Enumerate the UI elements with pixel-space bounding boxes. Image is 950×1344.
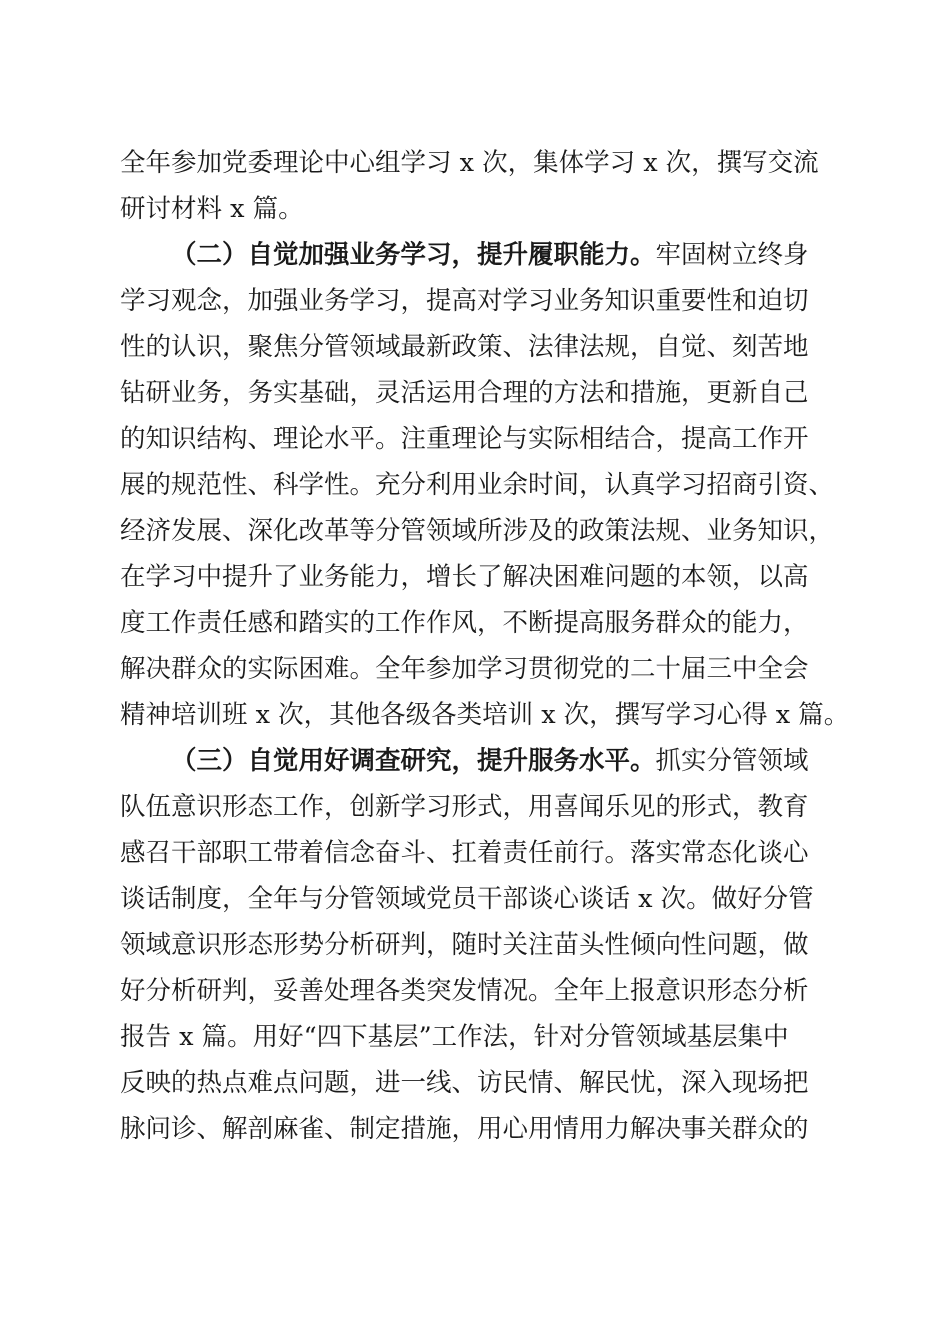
text-line: 经济发展、深化改革等分管领域所涉及的政策法规、业务知识， (120, 516, 835, 546)
section-heading-line (171, 738, 809, 784)
text-line: 解决群众的实际困难。全年参加学习贯彻党的二十届三中全会 (120, 654, 809, 684)
section-heading-line (171, 232, 809, 278)
text-span: 牢固树立终身 (655, 240, 809, 270)
text-line: 学习观念，加强业务学习，提高对学习业务知识重要性和迫切 (120, 286, 809, 316)
text-line: 在学习中提升了业务能力，增长了解决困难问题的本领，以高 (120, 562, 809, 592)
text-line: 感召干部职工带着信念奋斗、扛着责任前行。落实常态化谈心 (120, 838, 809, 868)
text-line: 反映的热点难点问题，进一线、访民情、解民忧，深入现场把 (120, 1068, 809, 1098)
text-line: 队伍意识形态工作，创新学习形式，用喜闻乐见的形式，教育 (120, 792, 809, 822)
text-line: 好分析研判，妥善处理各类突发情况。全年上报意识形态分析 (120, 976, 809, 1006)
text-line: 性的认识，聚焦分管领域最新政策、法律法规，自觉、刻苦地 (120, 332, 809, 362)
section-heading-2: （二）自觉加强业务学习，提升履职能力。 (171, 240, 656, 270)
text-line: 研讨材料 x 篇。 (120, 194, 304, 224)
text-span: 抓实分管领域 (655, 746, 809, 776)
text-line: 报告 x 篇。用好“四下基层”工作法，针对分管领域基层集中 (120, 1022, 789, 1052)
text-line: 的知识结构、理论水平。注重理论与实际相结合，提高工作开 (120, 424, 809, 454)
text-line: 全年参加党委理论中心组学习 x 次，集体学习 x 次，撰写交流 (120, 148, 819, 178)
section-heading-3: （三）自觉用好调查研究，提升服务水平。 (171, 746, 656, 776)
text-line: 领域意识形态形势分析研判，随时关注苗头性倾向性问题，做 (120, 930, 809, 960)
text-line: 展的规范性、科学性。充分利用业余时间，认真学习招商引资、 (120, 470, 835, 500)
text-line: 钻研业务，务实基础，灵活运用合理的方法和措施，更新自己 (120, 378, 809, 408)
text-line: 谈话制度，全年与分管领域党员干部谈心谈话 x 次。做好分管 (120, 884, 814, 914)
text-line: 精神培训班 x 次，其他各级各类培训 x 次，撰写学习心得 x 篇。 (120, 700, 850, 730)
text-line: 脉问诊、解剖麻雀、制定措施，用心用情用力解决事关群众的 (120, 1114, 809, 1144)
text-line: 度工作责任感和踏实的工作作风，不断提高服务群众的能力， (120, 608, 809, 638)
